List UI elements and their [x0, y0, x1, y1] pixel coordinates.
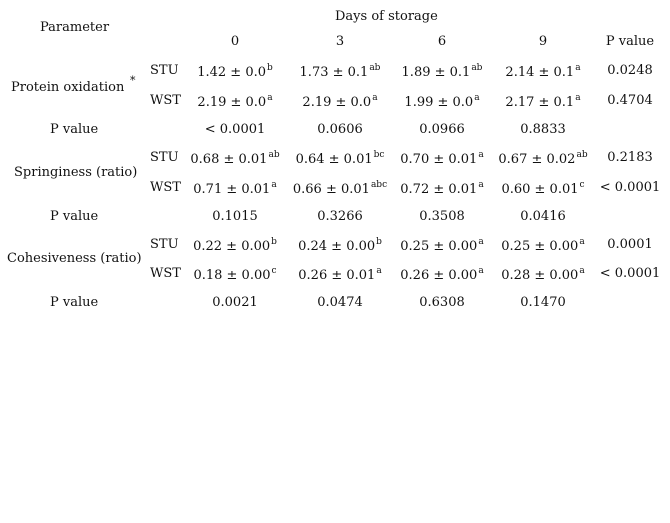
row-pvalue: 0.2183 [607, 150, 653, 165]
row-label-stu: STU [150, 63, 179, 78]
table-cell: 1.42 ± 0.0$^b$ [197, 63, 273, 80]
table-cell: 0.64 ± 0.01$^{bc}$ [295, 150, 385, 167]
parameter-header: Parameter [40, 20, 110, 35]
section-name-cohesiveness: Cohesiveness (ratio) [7, 251, 142, 266]
row-label-wst: WST [150, 266, 181, 281]
pvalue-row-label: P value [50, 209, 99, 224]
row-label-stu: STU [150, 237, 179, 252]
table-cell: 1.89 ± 0.1$^{ab}$ [401, 63, 483, 80]
row-pvalue: 0.0001 [607, 237, 653, 252]
pvalue-cell: 0.3266 [317, 209, 363, 224]
pvalue-cell: 0.1015 [212, 209, 258, 224]
table-cell: 0.68 ± 0.01$^{ab}$ [190, 150, 280, 167]
table-cell: 0.18 ± 0.00$^c$ [193, 266, 277, 283]
pvalue-cell: 0.0606 [317, 122, 363, 137]
table-cell: 1.73 ± 0.1$^{ab}$ [299, 63, 381, 80]
table-cell: 0.70 ± 0.01$^a$ [400, 150, 484, 167]
row-pvalue: 0.0248 [607, 63, 653, 78]
table-cell: 0.26 ± 0.01$^a$ [298, 266, 382, 283]
row-label-wst: WST [150, 180, 181, 195]
pvalue-cell: 0.3508 [419, 209, 465, 224]
pvalue-row-label: P value [50, 295, 99, 310]
day-col-6: 6 [437, 34, 447, 49]
table-cell: 0.25 ± 0.00$^a$ [501, 237, 585, 254]
section-name-springiness: Springiness (ratio) [14, 165, 138, 180]
pvalue-cell: 0.0966 [419, 122, 465, 137]
table-cell: 1.99 ± 0.0$^a$ [404, 93, 480, 110]
section-name-text: Protein oxidation [11, 80, 125, 95]
pvalue-cell: 0.1470 [520, 295, 566, 310]
pvalue-cell: 0.8833 [520, 122, 566, 137]
table-cell: 2.14 ± 0.1$^a$ [505, 63, 581, 80]
table-cell: 0.60 ± 0.01$^c$ [501, 180, 585, 197]
pvalue-col-header: P value [605, 34, 655, 49]
row-pvalue: < 0.0001 [599, 180, 661, 195]
table-cell: 0.28 ± 0.00$^a$ [501, 266, 585, 283]
table-cell: 0.26 ± 0.00$^a$ [400, 266, 484, 283]
table-cell: 0.66 ± 0.01$^{abc}$ [292, 180, 388, 197]
pvalue-row-label: P value [50, 122, 99, 137]
table-cell: 0.67 ± 0.02$^{ab}$ [498, 150, 588, 167]
protein-oxidation-marker: * [130, 74, 136, 87]
pvalue-cell: 0.0474 [317, 295, 363, 310]
table-cell: 0.25 ± 0.00$^a$ [400, 237, 484, 254]
section-name-protein-oxidation [11, 80, 124, 95]
day-col-9: 9 [538, 34, 548, 49]
days-of-storage-header: Days of storage [335, 9, 438, 24]
pvalue-cell: 0.0021 [212, 295, 258, 310]
row-label-wst: WST [150, 93, 181, 108]
table-cell: 0.72 ± 0.01$^a$ [400, 180, 484, 197]
pvalue-cell: < 0.0001 [204, 122, 266, 137]
table-cell: 0.22 ± 0.00$^b$ [193, 237, 277, 254]
day-col-3: 3 [335, 34, 345, 49]
row-label-stu: STU [150, 150, 179, 165]
day-col-0: 0 [230, 34, 240, 49]
row-pvalue: 0.4704 [607, 93, 653, 108]
table-cell: 0.24 ± 0.00$^b$ [298, 237, 382, 254]
table-cell: 2.19 ± 0.0$^a$ [302, 93, 378, 110]
pvalue-cell: 0.0416 [520, 209, 566, 224]
table-cell: 2.17 ± 0.1$^a$ [505, 93, 581, 110]
table-cell: 0.71 ± 0.01$^a$ [193, 180, 277, 197]
pvalue-cell: 0.6308 [419, 295, 465, 310]
table-cell: 2.19 ± 0.0$^a$ [197, 93, 273, 110]
row-pvalue: < 0.0001 [599, 266, 661, 281]
